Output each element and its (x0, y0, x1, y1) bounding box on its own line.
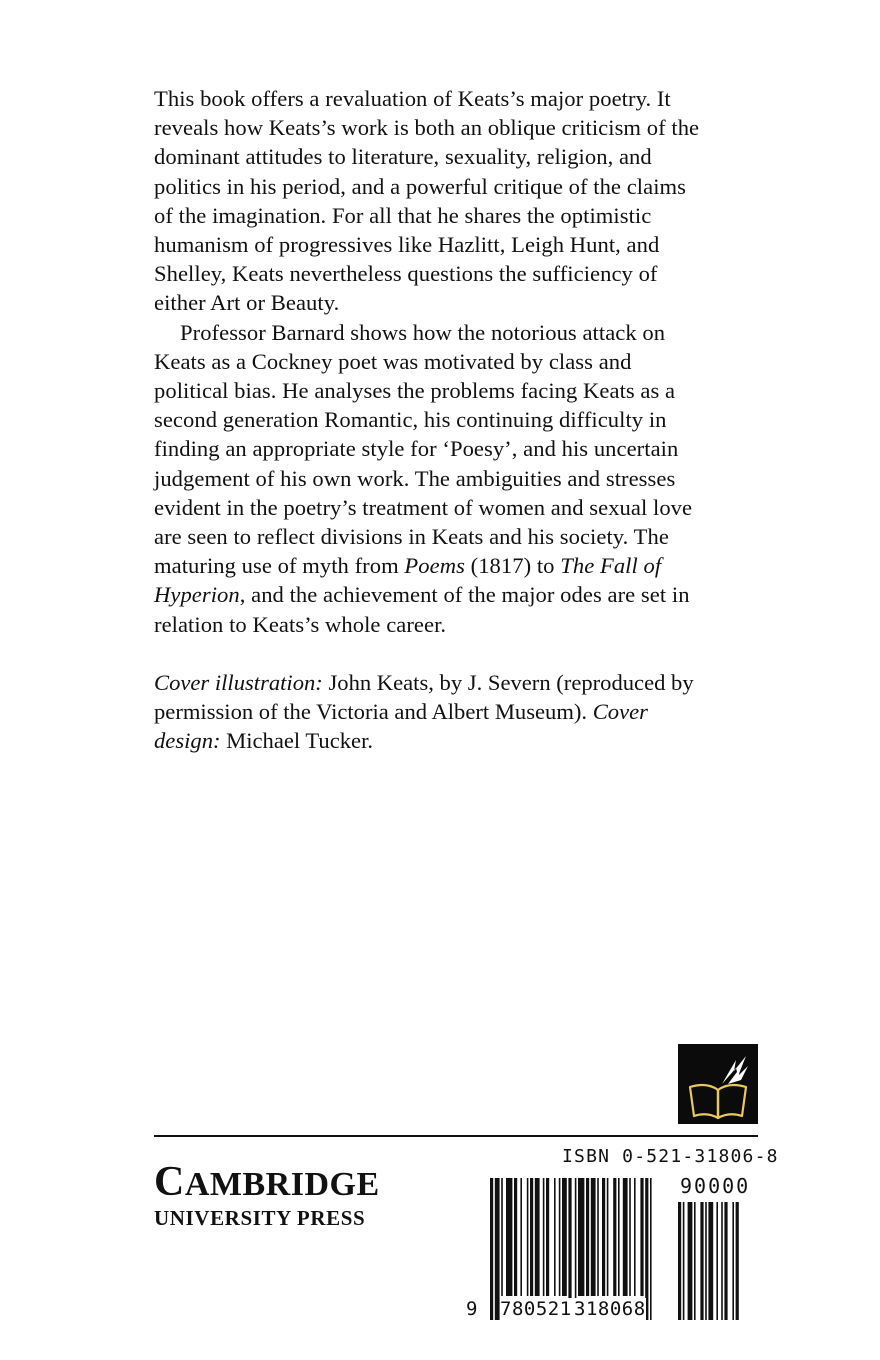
barcode-bar (554, 1178, 556, 1296)
barcode-bar (527, 1178, 529, 1296)
blurb-paragraph-1 (154, 84, 774, 318)
barcode-bar (514, 1178, 517, 1296)
poems-title: Poems (404, 553, 465, 579)
barcode-bar (721, 1202, 723, 1320)
blurb-line: of the imagination. For all that he shares the optimistic (154, 202, 652, 228)
barcode-bar (559, 1178, 561, 1296)
blurb-line: finding an appropriate style for ‘Poesy’, and his uncertain (154, 436, 679, 462)
barcode-bar (602, 1178, 605, 1296)
blurb-line: either Art or Beauty. (154, 290, 340, 316)
barcode-bar (683, 1202, 685, 1320)
barcode-bar (732, 1202, 734, 1320)
cover-illustration-text: John Keats, by J. Severn (reproduced by (322, 670, 694, 695)
isbn-barcode (466, 1174, 766, 1324)
blurb-paragraph-2 (154, 318, 774, 639)
blurb-line: This book offers a revaluation of Keats’s major poetry. It (154, 86, 671, 111)
barcode-left-digits: 780521 (500, 1298, 572, 1320)
cover-credits (154, 668, 774, 756)
publisher-imprint (154, 1159, 414, 1231)
barcode-bar (645, 1178, 648, 1320)
blurb-line (154, 551, 774, 580)
publisher-name (154, 1159, 414, 1205)
barcode-bar (678, 1202, 681, 1320)
barcode-bar (520, 1178, 522, 1296)
cover-design-label: design: (154, 728, 221, 754)
barcode-bar (506, 1178, 512, 1296)
barcode-bar (597, 1178, 599, 1296)
isbn-label: ISBN 0-521-31806-8 (562, 1146, 779, 1167)
barcode-bar (716, 1202, 718, 1320)
barcode-first-digit: 9 (466, 1298, 478, 1320)
barcode-bar (586, 1178, 589, 1296)
credits-line (154, 697, 774, 726)
barcode-bar (495, 1178, 500, 1320)
blurb-line (154, 580, 774, 609)
cover-illustration-label: Cover illustration: (154, 670, 323, 695)
blurb-text-run: , and the achievement of the major odes are set in (239, 582, 690, 608)
barcode-bar (543, 1178, 545, 1296)
cover-design-label: Cover (592, 699, 648, 725)
barcode-bar (535, 1178, 540, 1296)
blurb-line: Shelley, Keats nevertheless questions the sufficiency of (154, 261, 658, 287)
barcode-bar (613, 1178, 616, 1296)
publisher-subtitle: UNIVERSITY PRESS (154, 1206, 366, 1230)
blurb-line: humanism of progressives like Hazlitt, Leigh Hunt, and (154, 232, 660, 258)
barcode-addon-digits: 90000 (680, 1174, 751, 1198)
credits-text-run: permission of the Victoria and Albert Museum). (154, 699, 593, 725)
barcode-bar (578, 1178, 584, 1296)
barcode-bar (705, 1202, 707, 1320)
barcode-bar (694, 1202, 696, 1320)
publisher-book-logo (678, 1044, 758, 1124)
credits-line (154, 726, 774, 755)
barcode-bar (650, 1178, 652, 1320)
blurb-line: reveals how Keats’s work is both an oblique criticism of the (154, 115, 700, 141)
publisher-name-initial: C (154, 1159, 185, 1205)
barcode-bar (623, 1178, 628, 1296)
hyperion-title: Hyperion (154, 582, 240, 608)
blurb-line: judgement of his own work. The ambiguities and stresses (154, 465, 676, 491)
barcode-bar (629, 1178, 631, 1296)
divider-rule (154, 1135, 758, 1137)
barcode-bar (530, 1178, 533, 1296)
open-book-icon (678, 1044, 758, 1124)
barcode-bar (708, 1202, 713, 1320)
barcode-bar (700, 1202, 703, 1320)
barcode-bar (688, 1202, 693, 1320)
barcode-bar (618, 1178, 620, 1296)
barcode-right-digits: 318068 (574, 1298, 646, 1320)
blurb-line: second generation Romantic, his continuing difficulty in (154, 407, 667, 433)
fall-of-hyperion-title: The Fall of (560, 553, 662, 579)
blurb-text-run: maturing use of myth from (154, 553, 405, 579)
blurb-line: Professor Barnard shows how the notorious attack on (180, 319, 666, 345)
blurb-text-run: (1817) to (464, 553, 561, 579)
barcode-bar (562, 1178, 567, 1296)
blurb-line: Keats as a Cockney poet was motivated by class and (154, 348, 632, 374)
cover-design-text: Michael Tucker. (220, 728, 374, 754)
credits-line (154, 668, 774, 697)
barcode-bar (634, 1178, 636, 1296)
barcode-bar (546, 1178, 549, 1296)
blurb-line: politics in his period, and a powerful critique of the claims (154, 173, 686, 199)
barcode-bar (640, 1178, 643, 1296)
barcode-bar (607, 1178, 609, 1296)
publisher-name-rest: AMBRIDGE (184, 1166, 380, 1203)
blurb-line: dominant attitudes to literature, sexuality, religion, and (154, 144, 652, 170)
barcode-bar (501, 1178, 503, 1296)
blurb-line: relation to Keats’s whole career. (154, 611, 447, 637)
blurb-line: are seen to reflect divisions in Keats and his society. The (154, 524, 669, 550)
barcode-bar (591, 1178, 596, 1296)
blurb-line: political bias. He analyses the problems facing Keats as a (154, 378, 676, 404)
barcode-bar (724, 1202, 727, 1320)
barcode-bar (736, 1202, 739, 1320)
blurb-line: evident in the poetry’s treatment of women and sexual love (154, 494, 693, 520)
barcode-bar (490, 1178, 493, 1320)
blurb-text (154, 84, 774, 639)
